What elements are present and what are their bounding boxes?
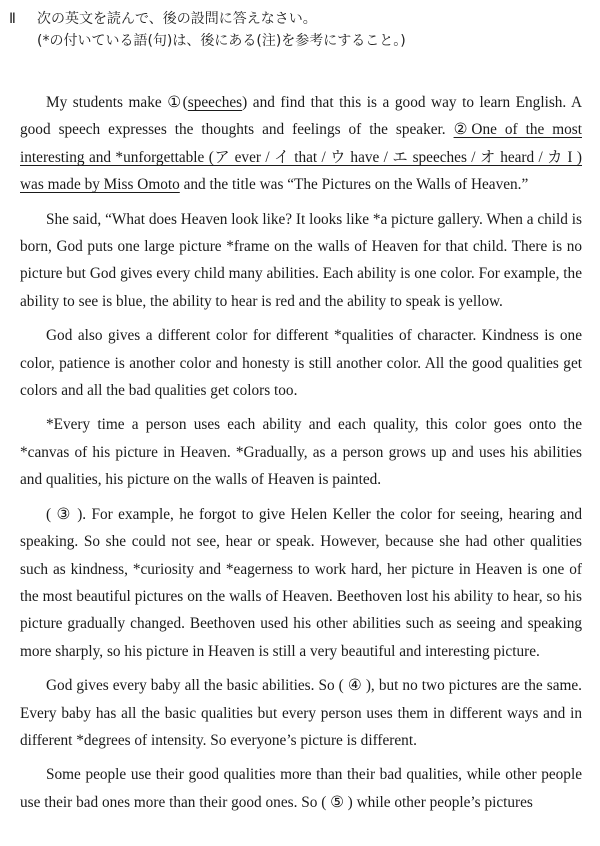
paragraph-4: *Every time a person uses each ability and each quality, this color goes onto the *canvas of his picture in Heaven. *Gradually, as a person grows up and uses his abilities and qualities, his picture on the walls of Heaven is painted. xyxy=(20,416,582,489)
p1-text-c: ) and find that this is a good way to learn English. A good speech expresses the thoughts and feelings of the speaker. xyxy=(20,94,583,139)
paragraph-1 xyxy=(20,89,582,199)
underlined-speeches: speeches xyxy=(187,94,243,111)
underlined-sentence-2: ②One of the most interesting and *unforgettable (ア ever / イ that / ウ have / エ speeches / オ heard / カ I ) was made by Miss Omoto xyxy=(20,121,582,194)
paragraph-5: ( ③ ). For example, he forgot to give Helen Keller the color for seeing, hearing and speaking. So she could not see, hear or speak. However, because she had other qualities such as kindness, *curiosity and *eagerness to work hard, her picture in Heaven is one of the most beautiful pictures on the walls of Heaven. Beethoven lost his ability to hear, so his picture gradually changed. Beethoven used his other abilities such as seeing and speaking more sharply, so his picture in Heaven is still a very beautiful and interesting picture. xyxy=(20,505,582,660)
paragraph-3: God also gives a different color for different *qualities of character. Kindness is one color, patience is another color and honesty is still another color. All the good qualities get colors and all the bad qualities get colors too. xyxy=(20,327,582,400)
paragraph-7: Some people use their good qualities more than their bad qualities, while other people use their bad ones more than their good ones. So ( ⑤ ) while other people’s pictures xyxy=(20,766,582,811)
paragraph-6: God gives every baby all the basic abilities. So ( ④ ), but no two pictures are the same. Every baby has all the basic qualities but every person uses them in different ways and in different *degrees of intensity. So everyone’s picture is different. xyxy=(20,677,582,749)
p1-text-b: ( xyxy=(182,94,188,111)
section-number: Ⅱ xyxy=(9,11,16,27)
instruction-text: 次の英文を読んで、後の設問に答えなさい。 xyxy=(37,11,317,27)
p1-text-d: and the title was “The Pictures on the Walls of Heaven.” xyxy=(179,176,529,194)
instruction-line xyxy=(9,8,406,30)
paragraph-2: She said, “What does Heaven look like? It looks like *a picture gallery. When a child is born, God puts one large picture *frame on the walls of Heaven for that child. There is no picture but God gives every child many abilities. Each ability is one color. For example, the ability to see is blue, the ability to hear is red and the ability to speak is yellow. xyxy=(20,210,582,310)
note-text: (*の付いている語(句)は、後にある(注)を参考にすること。) xyxy=(37,33,406,49)
question-header xyxy=(9,8,406,52)
p1-text-a: My students make xyxy=(46,94,168,111)
blank-marker-1: ① xyxy=(167,94,183,111)
passage xyxy=(20,89,582,816)
